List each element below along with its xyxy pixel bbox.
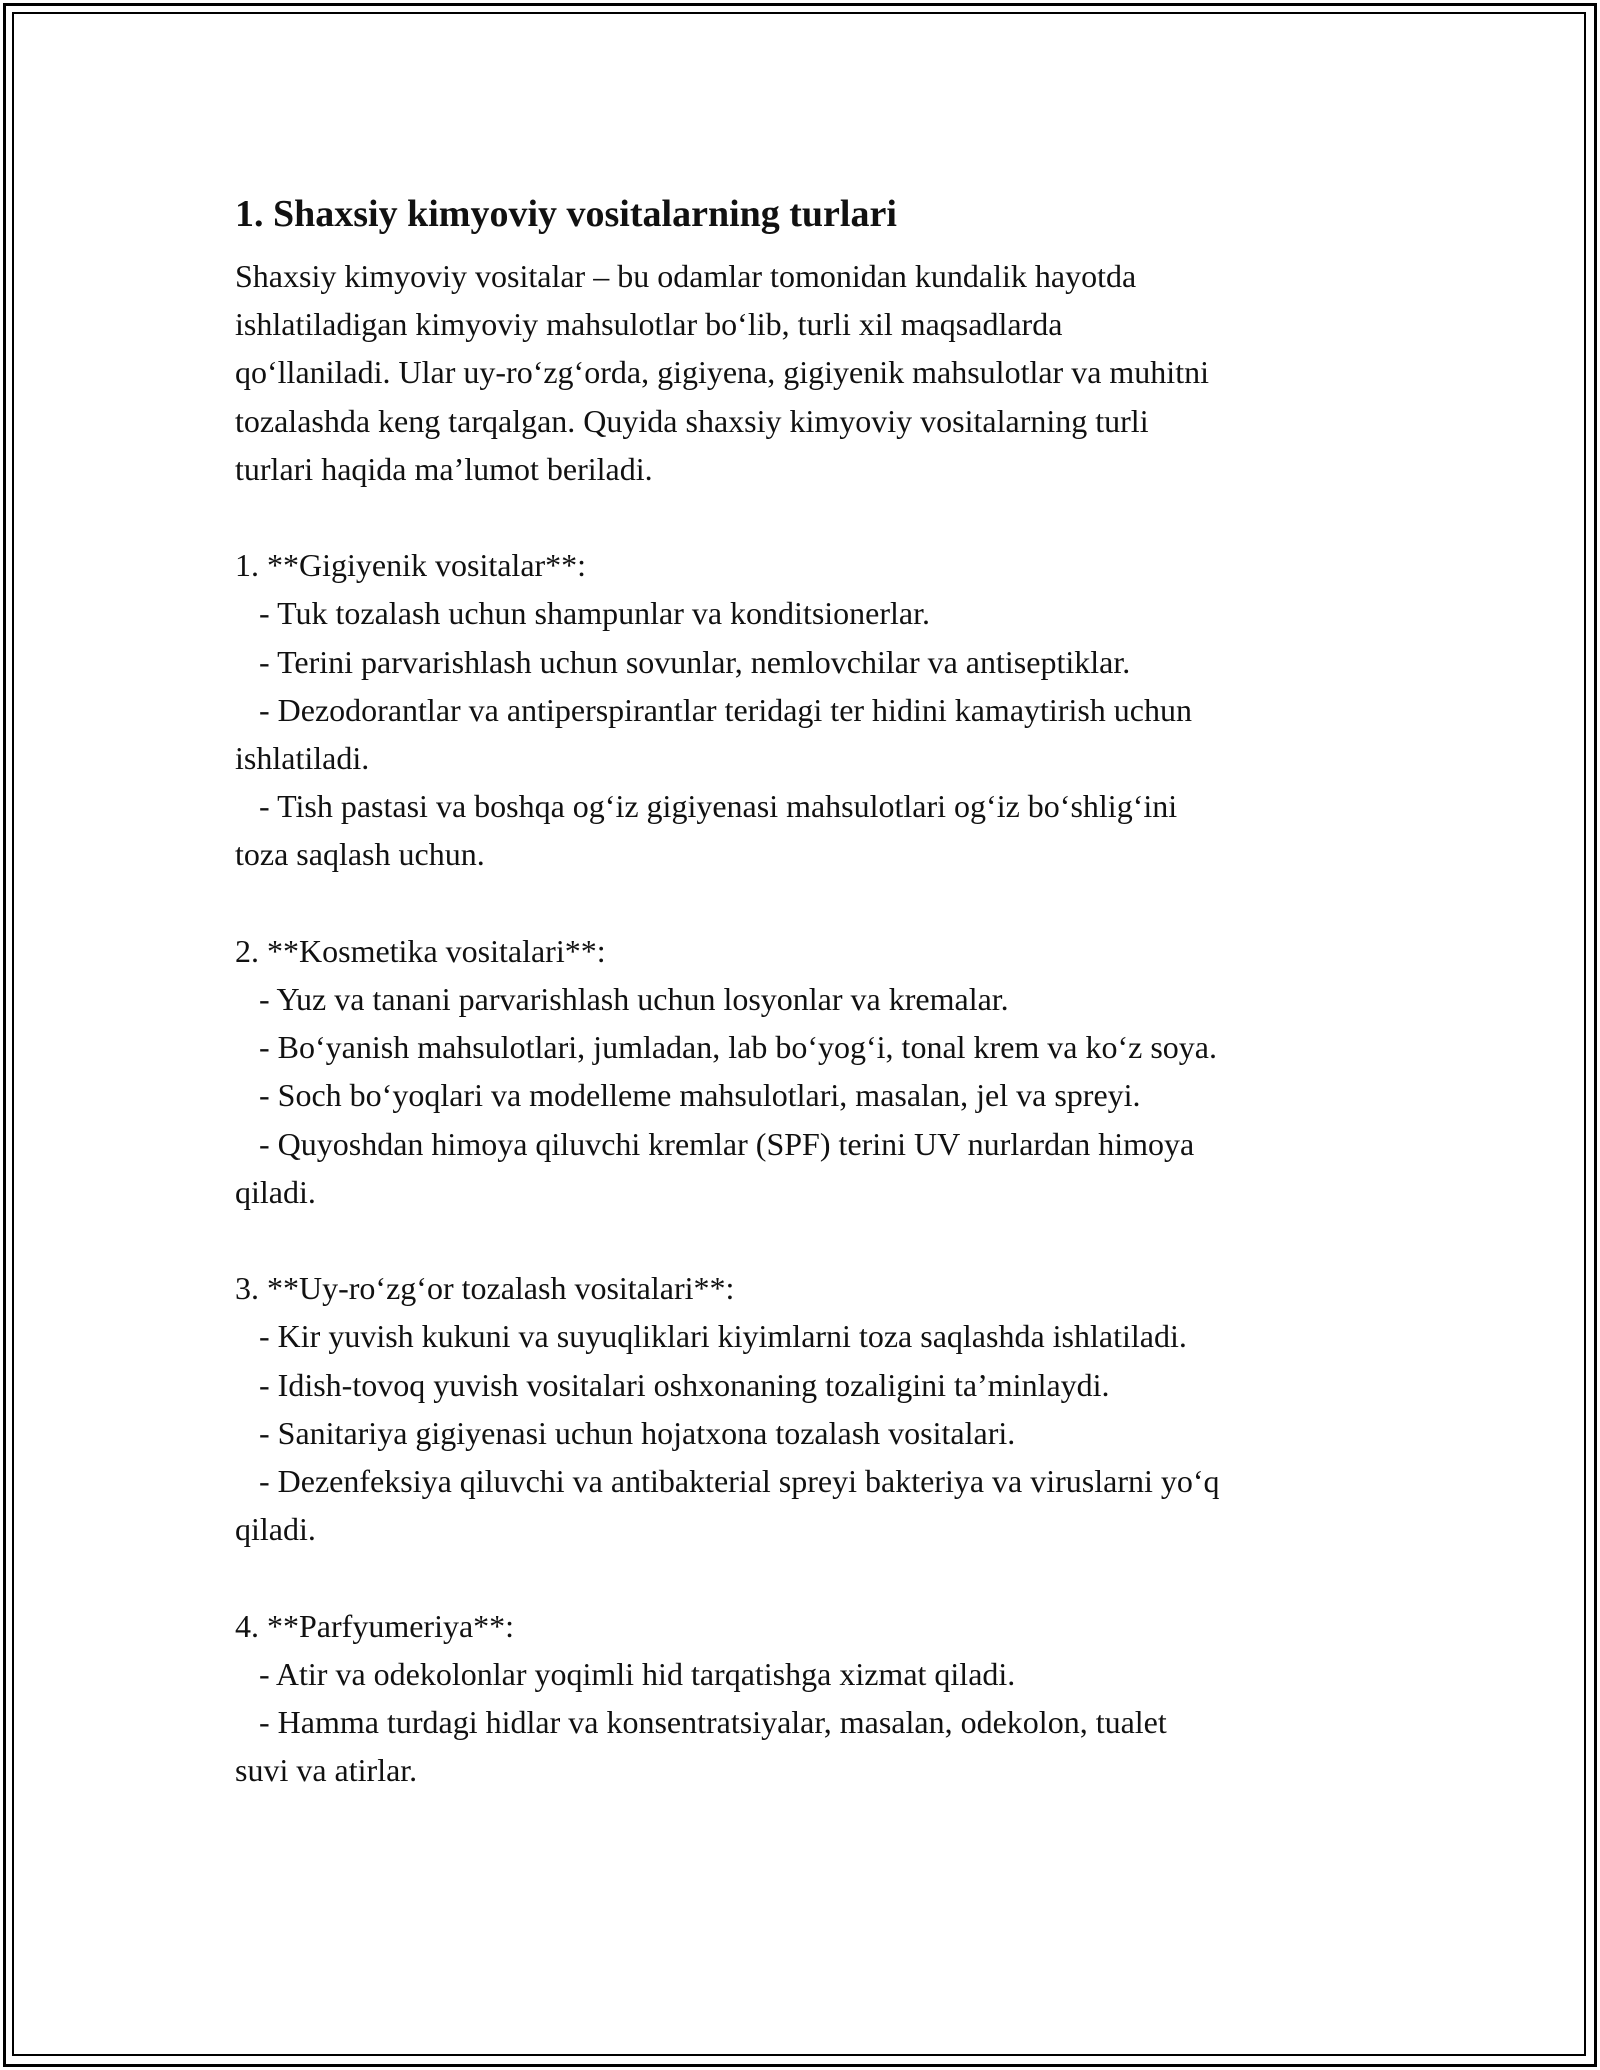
list-item-line: - Yuz va tanani parvarishlash uchun losyonlar va kremalar. — [235, 981, 1009, 1018]
intro-line: Shaxsiy kimyoviy vositalar – bu odamlar tomonidan kundalik hayotda — [235, 258, 1137, 294]
list-item-line: - Idish-tovoq yuvish vositalari oshxonaning tozaligini ta’minlaydi. — [235, 1366, 1110, 1403]
document-body — [235, 188, 1395, 1794]
list-item-line: suvi va atirlar. — [235, 1752, 418, 1789]
list-item-line: - Hamma turdagi hidlar va konsentratsiyalar, masalan, odekolon, tualet — [235, 1704, 1167, 1741]
paragraph-gap — [235, 879, 1395, 927]
paragraph-gap — [235, 1216, 1395, 1264]
list-item-line: qiladi. — [235, 1511, 316, 1548]
section-heading: 1. **Gigiyenik vositalar**: — [235, 547, 587, 584]
list-item-line: - Kir yuvish kukuni va suyuqliklari kiyimlarni toza saqlashda ishlatiladi. — [235, 1318, 1187, 1355]
section-heading: 4. **Parfyumeriya**: — [235, 1607, 515, 1644]
intro-line: ishlatiladigan kimyoviy mahsulotlar bo‘lib, turli xil maqsadlarda — [235, 306, 1063, 343]
list-item-line: - Soch bo‘yoqlari va modelleme mahsulotlari, masalan, jel va spreyi. — [235, 1077, 1141, 1114]
paragraph-gap — [235, 1553, 1395, 1601]
document-title: 1. Shaxsiy kimyoviy vositalarning turlari — [235, 193, 897, 235]
section-hygiene — [235, 541, 1395, 878]
intro-line: turlari haqida ma’lumot beriladi. — [235, 450, 653, 487]
intro-paragraph — [235, 252, 1395, 493]
intro-line: tozalashda keng tarqalgan. Quyida shaxsiy kimyoviy vositalarning turli — [235, 402, 1149, 439]
section-heading: 3. **Uy-ro‘zg‘or tozalash vositalari**: — [235, 1270, 735, 1307]
paragraph-gap — [235, 493, 1395, 541]
section-household-cleaning — [235, 1264, 1395, 1553]
intro-line: qo‘llaniladi. Ular uy-ro‘zg‘orda, gigiyena, gigiyenik mahsulotlar va muhitni — [235, 354, 1209, 391]
list-item-line: - Bo‘yanish mahsulotlari, jumladan, lab bo‘yog‘i, tonal krem va ko‘z soya. — [235, 1029, 1217, 1066]
list-item-line: - Terini parvarishlash uchun sovunlar, nemlovchilar va antiseptiklar. — [235, 643, 1131, 680]
list-item-line: - Tuk tozalash uchun shampunlar va konditsionerlar. — [235, 595, 931, 632]
section-cosmetics — [235, 927, 1395, 1216]
list-item-line: - Dezodorantlar va antiperspirantlar teridagi ter hidini kamaytirish uchun — [235, 691, 1192, 728]
list-item-line: - Sanitariya gigiyenasi uchun hojatxona tozalash vositalari. — [235, 1414, 1016, 1451]
list-item-line: ishlatiladi. — [235, 740, 370, 777]
section-perfumery — [235, 1602, 1395, 1795]
list-item-line: - Quyoshdan himoya qiluvchi kremlar (SPF) terini UV nurlardan himoya — [235, 1125, 1195, 1162]
list-item-line: - Tish pastasi va boshqa og‘iz gigiyenasi mahsulotlari og‘iz bo‘shlig‘ini — [235, 788, 1178, 825]
list-item-line: - Dezenfeksiya qiluvchi va antibakterial spreyi bakteriya va viruslarni yo‘q — [235, 1463, 1220, 1500]
list-item-line: - Atir va odekolonlar yoqimli hid tarqatishga xizmat qiladi. — [235, 1655, 1016, 1692]
list-item-line: toza saqlash uchun. — [235, 836, 485, 873]
list-item-line: qiladi. — [235, 1173, 316, 1210]
section-heading: 2. **Kosmetika vositalari**: — [235, 932, 606, 969]
